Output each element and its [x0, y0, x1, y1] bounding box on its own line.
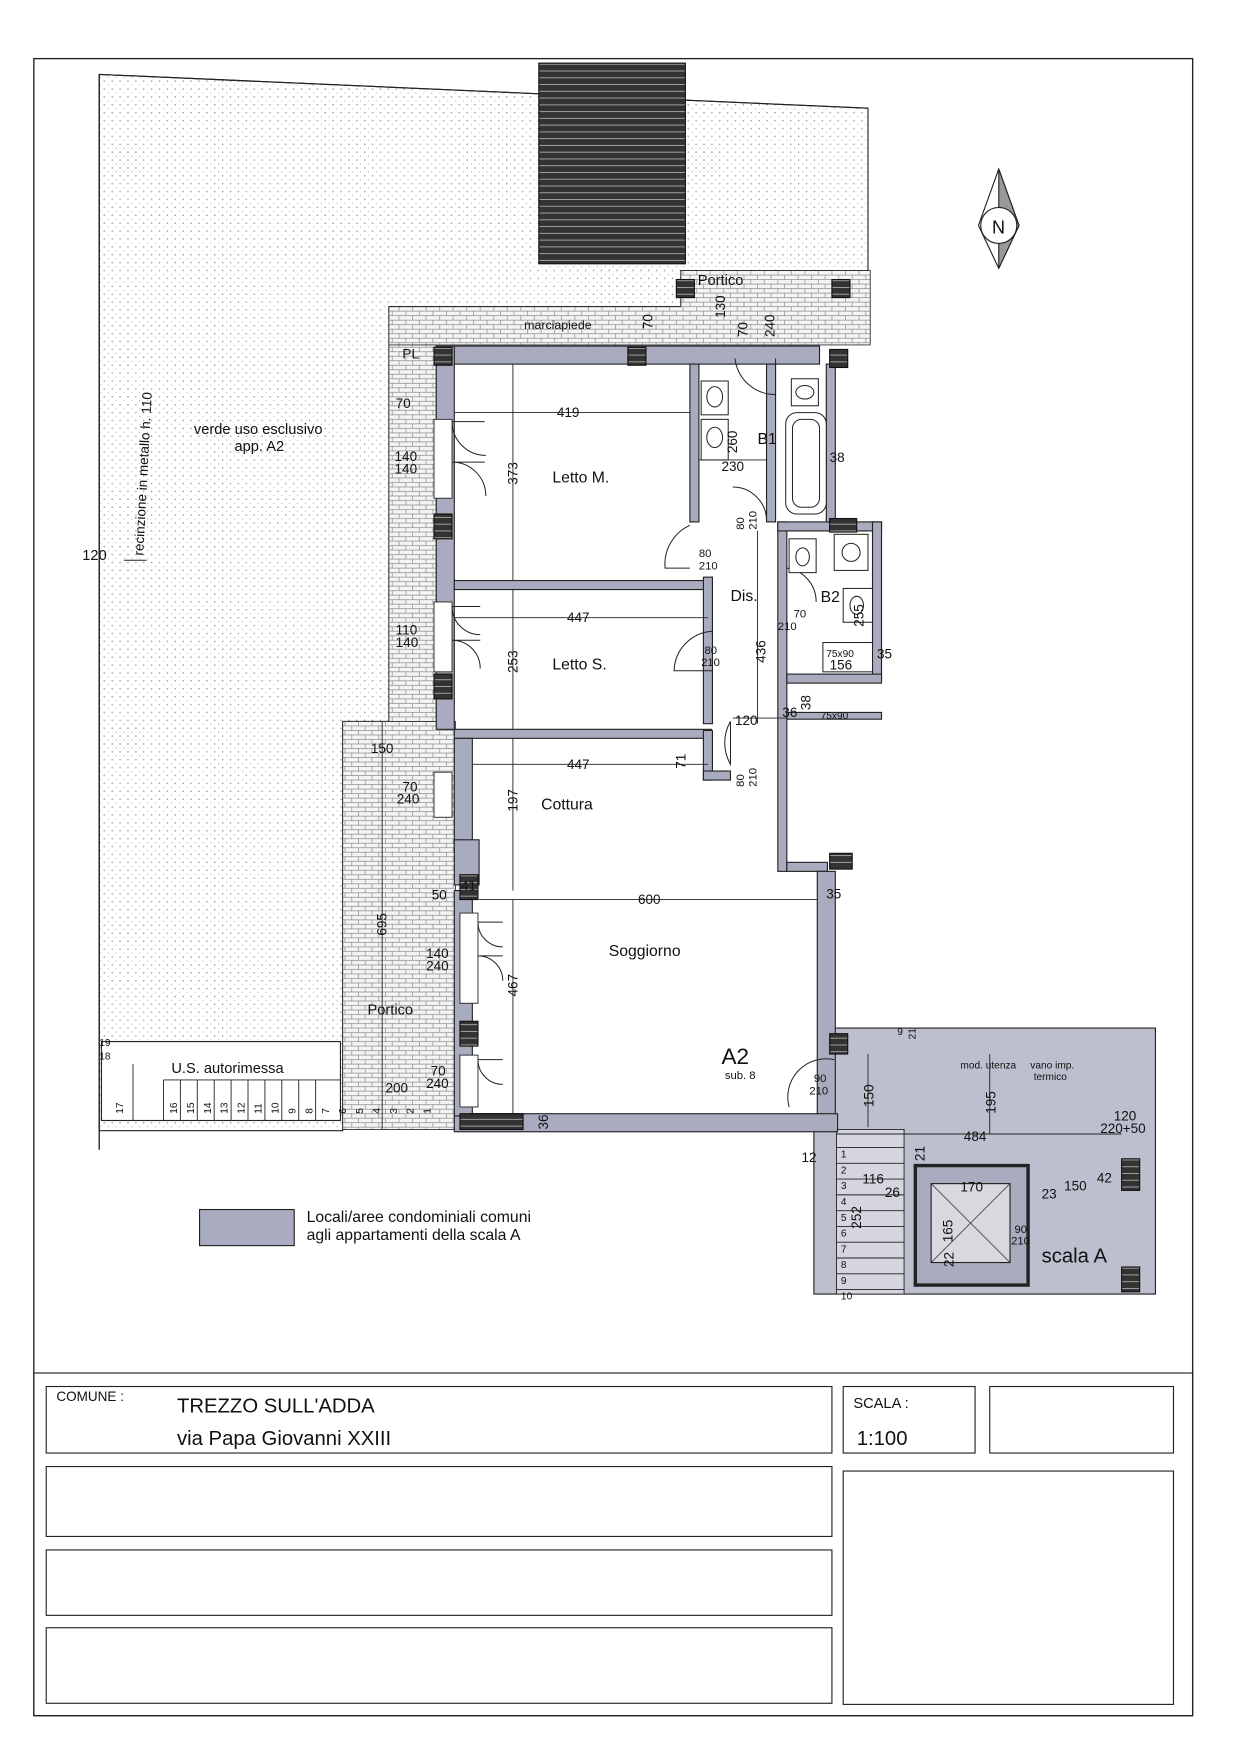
svg-text:70: 70 — [395, 396, 411, 412]
stair-step-number: 6 — [338, 1108, 350, 1114]
svg-text:71: 71 — [673, 753, 689, 769]
garden-label-1: verde uso esclusivo — [193, 421, 323, 438]
svg-text:70: 70 — [735, 322, 751, 338]
svg-text:600: 600 — [638, 892, 661, 908]
svg-text:42: 42 — [1096, 1170, 1112, 1186]
portico-left-label: Portico — [367, 1002, 414, 1019]
north-compass — [978, 169, 1019, 268]
comune-label: COMUNE : — [56, 1389, 124, 1405]
svg-text:260: 260 — [725, 430, 741, 454]
svg-text:9: 9 — [897, 1026, 903, 1038]
svg-text:36: 36 — [782, 704, 798, 720]
svg-text:116: 116 — [862, 1171, 884, 1187]
svg-text:26: 26 — [884, 1185, 900, 1201]
svg-text:75x90: 75x90 — [820, 711, 849, 723]
comune-name: TREZZO SULL'ADDA — [176, 1395, 375, 1418]
stair-step-number: 11 — [253, 1103, 265, 1114]
svg-text:150: 150 — [370, 741, 394, 757]
stair-step-number: 2 — [405, 1108, 417, 1114]
svg-text:80: 80 — [734, 774, 747, 787]
svg-text:170: 170 — [960, 1179, 983, 1195]
vano-imp-label: vano imp. — [1030, 1060, 1075, 1072]
svg-text:22: 22 — [941, 1251, 957, 1268]
svg-text:210: 210 — [777, 621, 797, 634]
pl-label: PL — [402, 346, 419, 362]
unit-sub: sub. 8 — [724, 1069, 756, 1082]
svg-text:240: 240 — [396, 791, 420, 807]
stair-step-number: 7 — [840, 1244, 847, 1256]
svg-text:90: 90 — [1014, 1224, 1028, 1237]
stair-step-number: 8 — [304, 1108, 316, 1114]
stair-step-number: 8 — [840, 1260, 847, 1272]
svg-text:120: 120 — [1113, 1108, 1137, 1124]
legend-line-1: Locali/aree condominiali comuni — [306, 1208, 531, 1226]
dim-18: 18 — [99, 1051, 111, 1063]
stair-step-number: 9 — [287, 1108, 299, 1114]
svg-text:23: 23 — [1041, 1186, 1057, 1202]
svg-text:140: 140 — [394, 461, 418, 477]
svg-text:252: 252 — [849, 1206, 865, 1229]
scala-a-label: scala A — [1041, 1245, 1107, 1268]
stair-step-number: 5 — [840, 1212, 847, 1224]
svg-text:165: 165 — [940, 1219, 956, 1243]
svg-text:130: 130 — [712, 295, 728, 318]
svg-text:38: 38 — [798, 695, 814, 711]
svg-text:140: 140 — [394, 449, 418, 465]
svg-text:695: 695 — [374, 913, 390, 936]
stair-step-number: 15 — [185, 1102, 197, 1114]
svg-text:41: 41 — [461, 878, 477, 894]
title-block — [34, 1373, 1193, 1716]
svg-text:70: 70 — [430, 1063, 446, 1079]
svg-text:240: 240 — [762, 314, 778, 338]
svg-text:220+50: 220+50 — [1100, 1120, 1146, 1136]
us-autorimessa-label: U.S. autorimessa — [171, 1061, 284, 1078]
stair-step-number: 1 — [840, 1149, 847, 1161]
hatched-block — [539, 63, 686, 264]
stair-step-number: 14 — [202, 1102, 214, 1114]
stair-step-number: 4 — [371, 1108, 383, 1114]
svg-text:210: 210 — [747, 768, 760, 787]
dim-19: 19 — [99, 1038, 111, 1050]
svg-text:210: 210 — [1011, 1235, 1030, 1248]
svg-text:240: 240 — [426, 958, 449, 974]
svg-text:195: 195 — [983, 1091, 999, 1114]
mod-utenza-label: mod. utenza — [960, 1060, 1017, 1072]
scala-label: SCALA : — [853, 1395, 909, 1412]
stair-step-number: 10 — [270, 1102, 282, 1114]
termico-label: termico — [1033, 1071, 1067, 1083]
stair-step-number: 3 — [388, 1108, 400, 1114]
svg-text:373: 373 — [505, 462, 521, 485]
svg-text:210: 210 — [698, 560, 718, 573]
svg-text:75x90: 75x90 — [826, 649, 854, 661]
svg-text:70: 70 — [640, 314, 656, 330]
svg-text:35: 35 — [826, 886, 842, 902]
stair-step-number: 2 — [840, 1165, 847, 1177]
room-letto-m: Letto M. — [552, 469, 610, 487]
svg-text:110: 110 — [395, 622, 418, 638]
svg-text:240: 240 — [426, 1075, 449, 1091]
svg-text:70: 70 — [793, 608, 807, 621]
fence-label: recinzione in metallo h. 110 — [131, 391, 155, 556]
svg-text:253: 253 — [505, 650, 521, 673]
marciapiede-label: marciapiede — [524, 318, 592, 333]
svg-text:200: 200 — [385, 1080, 409, 1096]
svg-text:484: 484 — [963, 1128, 987, 1144]
stair-step-number: 5 — [354, 1108, 366, 1114]
svg-text:447: 447 — [567, 610, 590, 626]
svg-text:140: 140 — [395, 635, 419, 651]
svg-text:80: 80 — [704, 644, 718, 657]
svg-text:36: 36 — [535, 1114, 551, 1130]
svg-text:12: 12 — [801, 1150, 817, 1166]
legend-line-2: agli appartamenti della scala A — [306, 1226, 521, 1244]
svg-text:419: 419 — [556, 405, 580, 421]
room-b1: B1 — [757, 431, 777, 449]
stair-step-number: 13 — [219, 1102, 231, 1114]
svg-text:80: 80 — [698, 547, 712, 560]
dim-120-left: 120 — [82, 548, 107, 565]
svg-text:70: 70 — [402, 779, 418, 795]
svg-text:150: 150 — [1064, 1178, 1087, 1194]
stair-step-number: 10 — [840, 1291, 853, 1303]
room-soggiorno: Soggiorno — [608, 942, 681, 960]
svg-text:140: 140 — [426, 946, 449, 962]
svg-text:35: 35 — [877, 646, 893, 662]
svg-text:210: 210 — [701, 657, 720, 670]
stair-step-number: 7 — [321, 1108, 333, 1114]
stair-step-number: 3 — [840, 1181, 847, 1193]
room-letto-s: Letto S. — [552, 656, 607, 674]
stair-step-number: 9 — [840, 1275, 847, 1287]
stair-step-number: 1 — [422, 1108, 434, 1114]
svg-text:156: 156 — [829, 657, 853, 673]
stair-step-number: 12 — [236, 1102, 248, 1114]
svg-text:447: 447 — [567, 756, 590, 772]
stair-step-number: 16 — [168, 1102, 180, 1114]
address: via Papa Giovanni XXIII — [176, 1428, 392, 1451]
portico-top-label: Portico — [697, 273, 744, 290]
svg-text:255: 255 — [851, 604, 867, 627]
svg-text:38: 38 — [829, 450, 845, 466]
svg-text:467: 467 — [505, 973, 521, 997]
svg-text:90: 90 — [813, 1073, 827, 1086]
svg-text:50: 50 — [431, 887, 447, 903]
legend-swatch — [200, 1210, 295, 1246]
unit-label: A2 — [721, 1044, 750, 1070]
svg-text:17: 17 — [114, 1102, 126, 1114]
svg-text:21: 21 — [907, 1028, 919, 1040]
room-dis: Dis. — [730, 587, 758, 605]
svg-text:80: 80 — [734, 517, 747, 530]
svg-text:230: 230 — [721, 459, 745, 475]
svg-text:150: 150 — [861, 1084, 877, 1107]
room-cottura: Cottura — [541, 796, 593, 814]
svg-text:210: 210 — [809, 1085, 829, 1098]
svg-text:21: 21 — [912, 1146, 928, 1162]
north-label: N — [991, 217, 1006, 238]
svg-text:120: 120 — [734, 712, 758, 728]
garden-label-2: app. A2 — [234, 438, 285, 455]
scala-value: 1:100 — [856, 1428, 908, 1451]
svg-text:436: 436 — [753, 640, 769, 663]
stair-step-number: 4 — [840, 1197, 847, 1209]
stair-step-number: 6 — [840, 1228, 847, 1240]
svg-text:210: 210 — [747, 511, 760, 530]
svg-text:197: 197 — [505, 789, 521, 812]
room-b2: B2 — [820, 588, 840, 606]
